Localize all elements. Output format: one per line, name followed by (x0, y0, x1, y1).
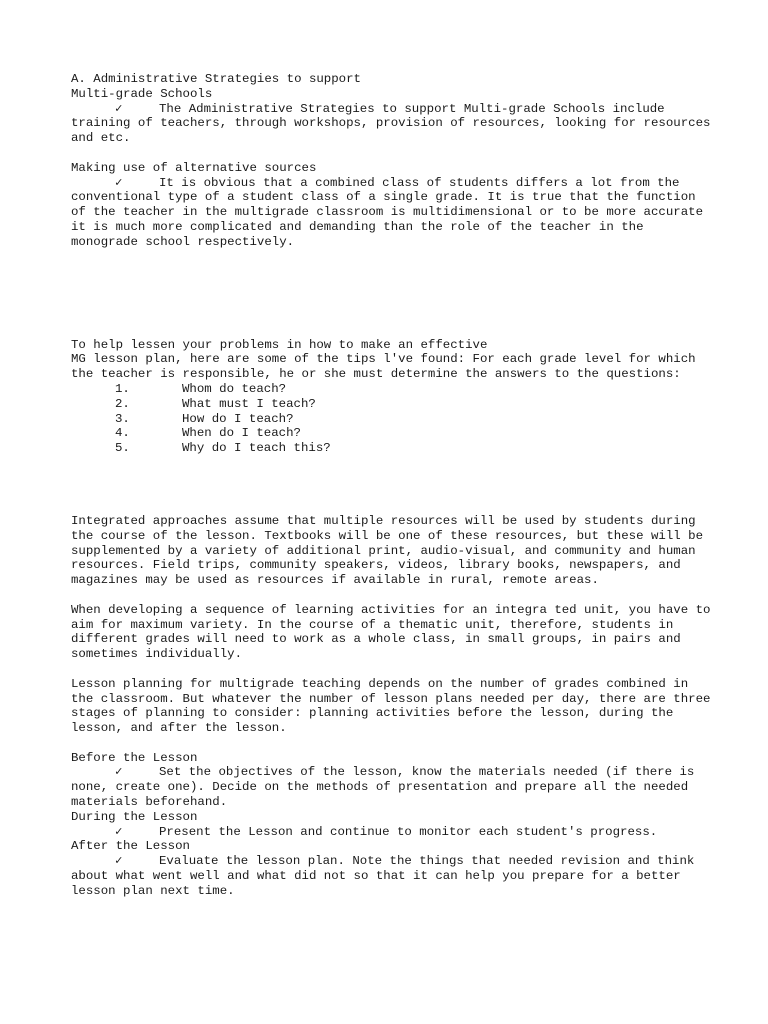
list-text: How do I teach? (182, 411, 294, 426)
before-lesson-text: Set the objectives of the lesson, know the materials needed (if there is none, create one). Decide on the methods of presentation and prepare all the needed materials beforehand. (71, 765, 695, 810)
after-lesson-bullet (71, 854, 711, 898)
section-a-bullet (71, 102, 711, 146)
before-lesson-bullet (71, 765, 711, 809)
list-item (71, 412, 711, 427)
checkmark-icon: ✓ (115, 175, 123, 190)
list-text: When do I teach? (182, 426, 301, 441)
section-a-bullet-text: The Administrative Strategies to support Multi-grade Schools include training of teachers, through workshops, provision of resources, looking for resources and etc. (71, 101, 711, 146)
planning-paragraph: Lesson planning for multigrade teaching depends on the number of grades combined in the classroom. But whatever the number of lesson plans needed per day, there are three stages of planning to consider: planning activities before the lesson, during the lesson, and after the lesson. (71, 676, 711, 736)
tips-intro-rest: MG lesson plan, here are some of the tips l've found: For each grade level for which the teacher is responsible, he or she must determine the answers to the questions: (71, 352, 696, 382)
checkmark-icon: ✓ (115, 101, 123, 116)
list-number: 3. (115, 411, 130, 426)
checkmark-icon: ✓ (115, 824, 123, 839)
list-number: 4. (115, 426, 130, 441)
list-number: 2. (115, 396, 130, 411)
after-lesson-heading: After the Lesson (71, 839, 190, 854)
during-lesson-heading: During the Lesson (71, 809, 198, 824)
tips-intro-line1: To help lessen your problems in how to make an effective (71, 337, 488, 352)
during-lesson-text: Present the Lesson and continue to monitor each student's progress. (159, 824, 658, 839)
during-lesson-bullet (71, 825, 711, 840)
sequence-paragraph: When developing a sequence of learning activities for an integra ted unit, you have to aim for maximum variety. In the course of a thematic unit, therefore, students in different grades will need to work as a whole class, in small groups, in pairs and sometimes individually. (71, 602, 711, 662)
list-item (71, 382, 711, 397)
list-item (71, 397, 711, 412)
after-lesson-text: Evaluate the lesson plan. Note the things that needed revision and think about what went well and what did not so that it can help you prepare for a better lesson plan next time. (71, 854, 695, 898)
checkmark-icon: ✓ (115, 854, 123, 869)
alt-sources-heading: Making use of alternative sources (71, 160, 317, 175)
section-a-heading-line1: A. Administrative Strategies to support (71, 72, 361, 86)
alt-sources-bullet-text: It is obvious that a combined class of students differs a lot from the conventional type of a student class of a single grade. It is true that the function of the teacher in the multigrade classroom is multidimensional or to be more accurate it is much more complicated and demanding than the role of the teacher in the monograde school respectively. (71, 175, 704, 249)
checkmark-icon: ✓ (115, 765, 123, 780)
document-page (71, 72, 711, 899)
list-item (71, 426, 711, 441)
integrated-paragraph: Integrated approaches assume that multiple resources will be used by students during the course of the lesson. Textbooks will be one of these resources, but these will be supplemented by a variety of additional print, audio-visual, and community and human resources. Field trips, community speakers, videos, library books, newspapers, and magazines may be used as resources if available in rural, remote areas. (71, 513, 704, 588)
questions-list (71, 382, 711, 456)
before-lesson-heading: Before the Lesson (71, 750, 198, 765)
alt-sources-bullet (71, 176, 711, 250)
list-item (71, 441, 711, 456)
list-number: 5. (115, 441, 130, 456)
section-a-heading-line2: Multi-grade Schools (71, 86, 213, 101)
list-text: Whom do teach? (182, 381, 287, 396)
list-text: What must I teach? (182, 396, 316, 411)
list-number: 1. (115, 381, 130, 396)
list-text: Why do I teach this? (182, 441, 331, 456)
